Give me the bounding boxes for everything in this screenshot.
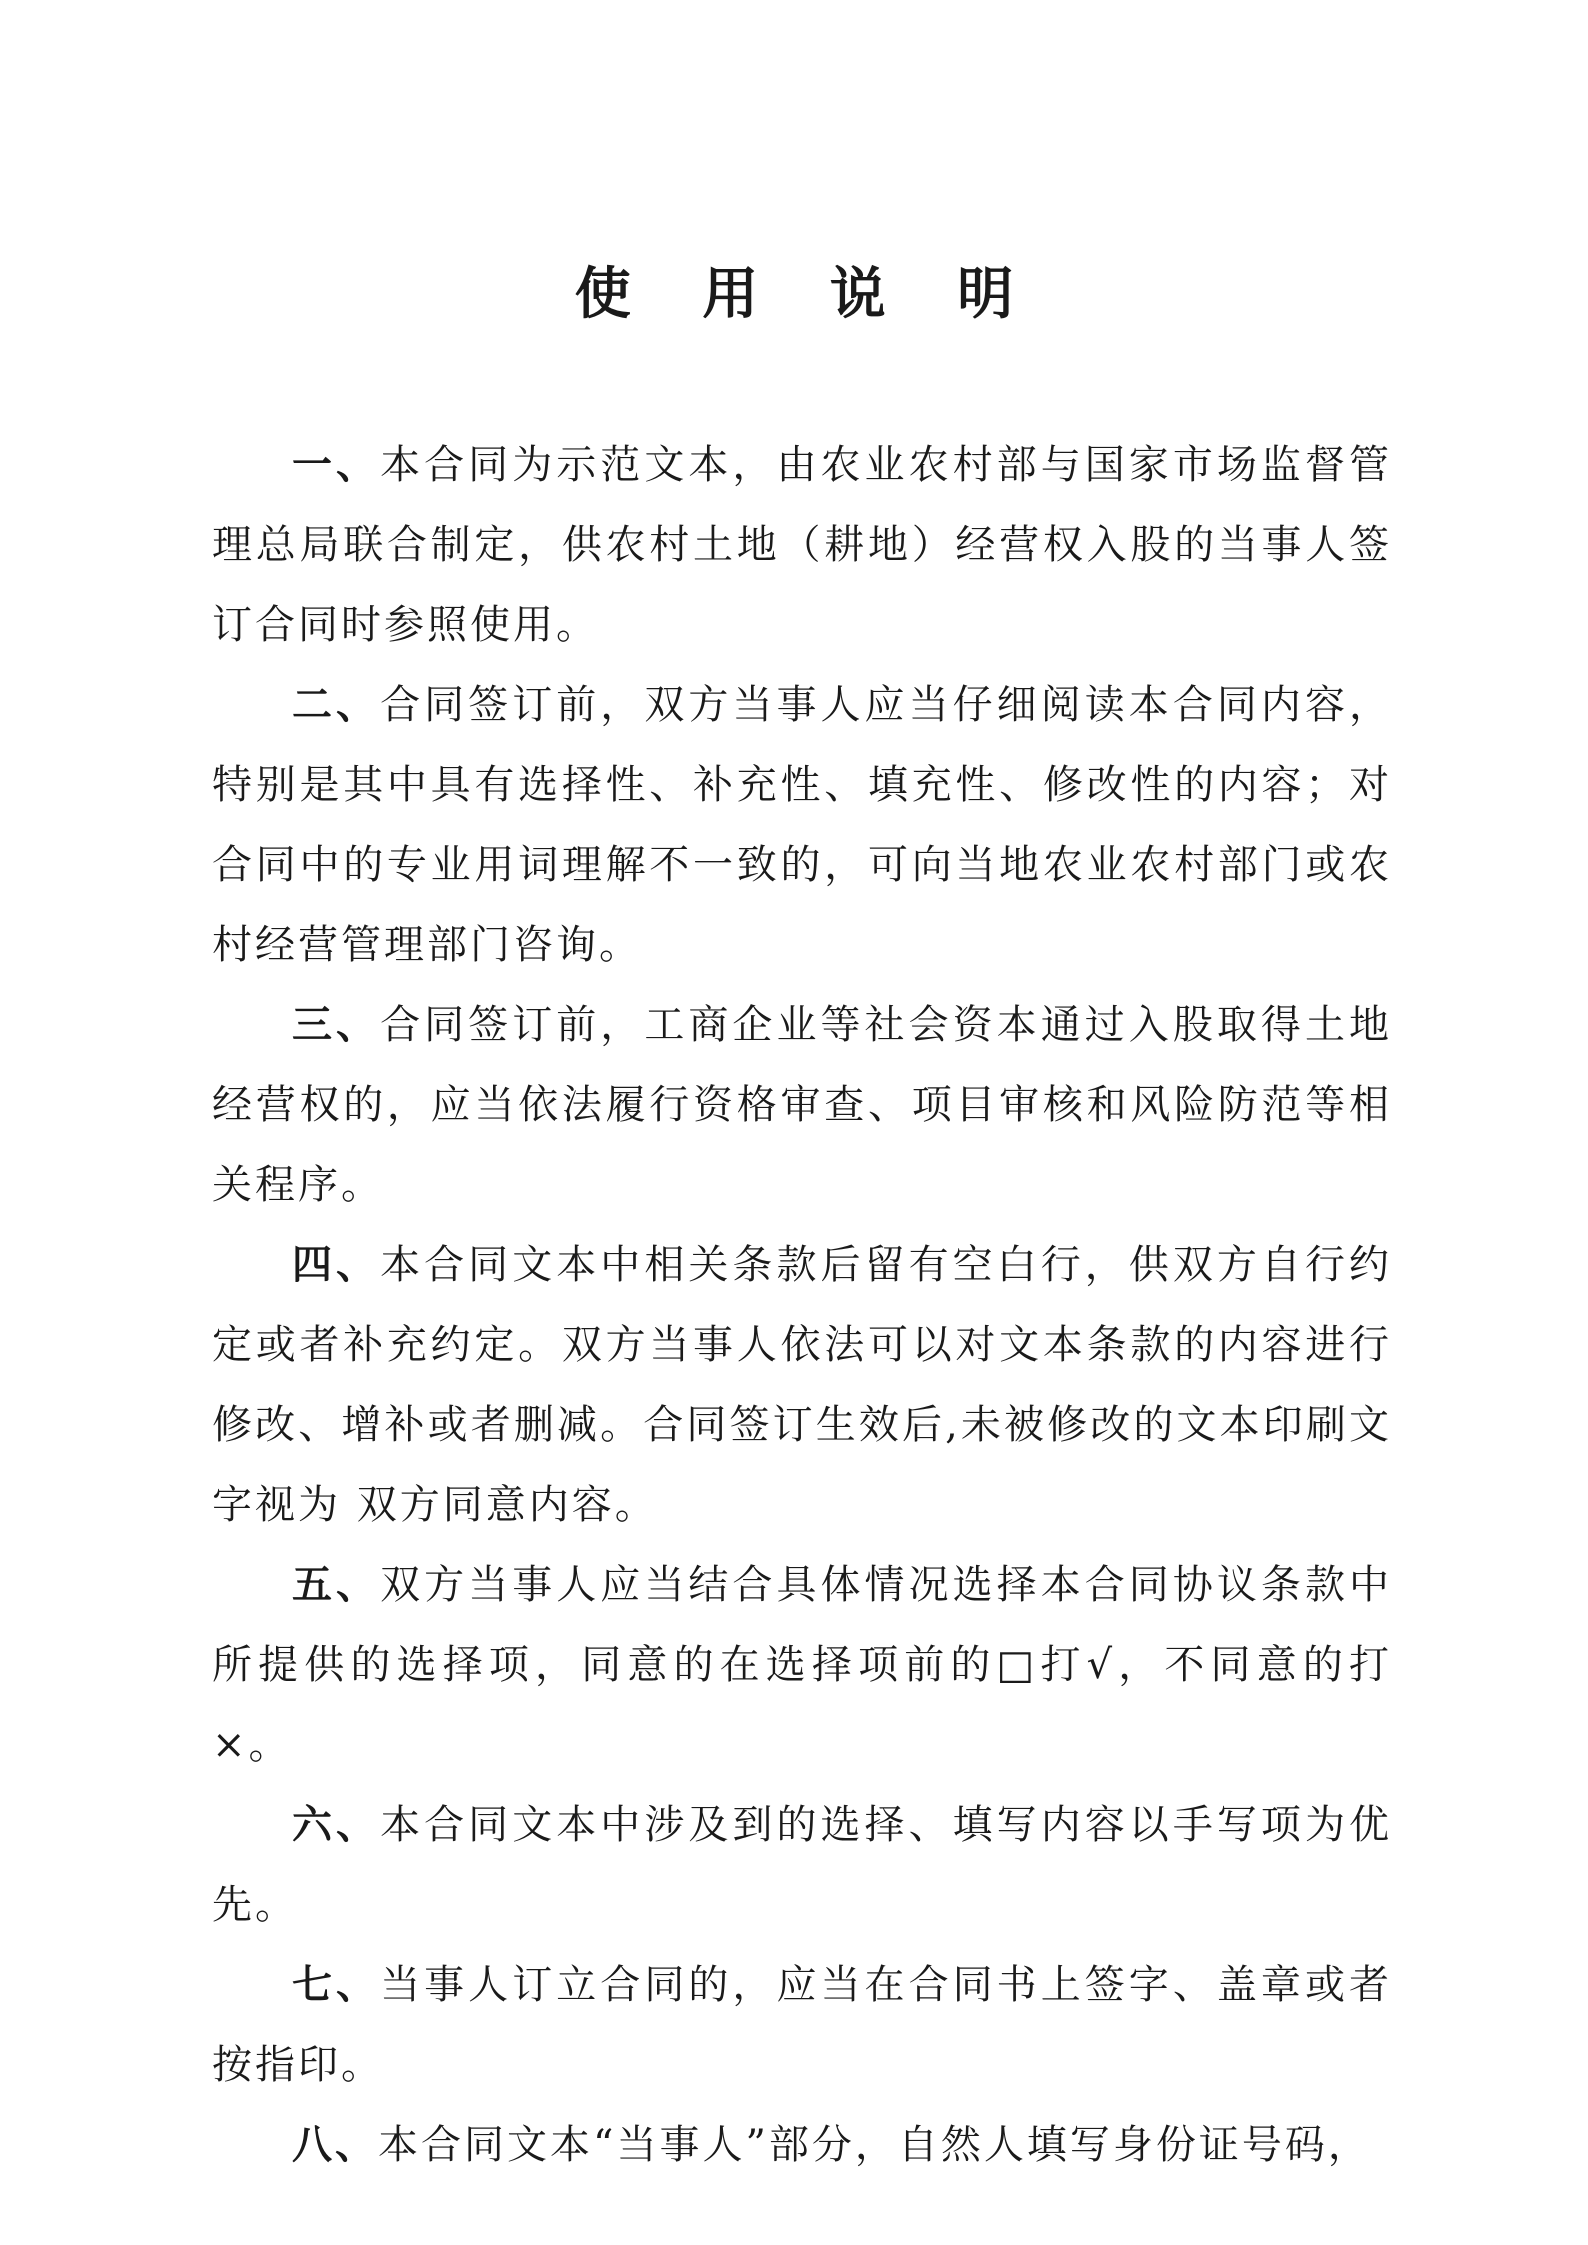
paragraph-text: 合同签订前，双方当事人应当仔细阅读本合同内容，特别是其中具有选择性、补充性、填充性、修改性的内容；对合同中的专业用词理解不一致的，可向当地农业农村部门或农村经营管理部门咨询。 <box>212 682 1393 968</box>
paragraph-number: 六、 <box>292 1802 381 1848</box>
paragraph-number: 七、 <box>292 1962 381 2008</box>
paragraph-1 <box>212 425 1392 665</box>
paragraph-number: 三、 <box>292 1002 381 1048</box>
paragraph-8 <box>212 2105 1392 2185</box>
paragraph-number: 二、 <box>292 682 381 728</box>
paragraph-text: 本合同文本中涉及到的选择、填写内容以手写项为优先。 <box>212 1802 1393 1928</box>
paragraph-text: 当事人订立合同的，应当在合同书上签字、盖章或者按指印。 <box>212 1962 1393 2088</box>
paragraph-5 <box>212 1545 1392 1785</box>
paragraph-number: 四、 <box>292 1242 381 1288</box>
paragraph-text: 本合同文本“当事人”部分，自然人填写身份证号码， <box>378 2122 1371 2168</box>
paragraph-text: 合同签订前，工商企业等社会资本通过入股取得土地经营权的，应当依法履行资格审查、项目审核和风险防范等相关程序。 <box>212 1002 1393 1208</box>
paragraph-4 <box>212 1225 1392 1545</box>
paragraph-text: 本合同为示范文本，由农业农村部与国家市场监督管理总局联合制定，供农村土地（耕地）经营权入股的当事人签订合同时参照使用。 <box>212 442 1393 648</box>
instructions-body <box>212 425 1392 2185</box>
paragraph-3 <box>212 985 1392 1225</box>
paragraph-text: 本合同文本中相关条款后留有空白行，供双方自行约定或者补充约定。双方当事人依法可以对文本条款的内容进行修改、增补或者删减。合同签订生效后,未被修改的文本印刷文字视为 双方同意内容。 <box>212 1242 1393 1528</box>
paragraph-text: 双方当事人应当结合具体情况选择本合同协议条款中所提供的选择项，同意的在选择项前的□打√，不同意的打×。 <box>212 1562 1393 1768</box>
paragraph-6 <box>212 1785 1392 1945</box>
page-title: 使 用 说 明 <box>574 262 1040 327</box>
paragraph-2 <box>212 665 1392 985</box>
paragraph-number: 一、 <box>292 442 381 488</box>
paragraph-number: 五、 <box>292 1562 381 1608</box>
paragraph-number: 八、 <box>292 2122 378 2168</box>
paragraph-7 <box>212 1945 1392 2105</box>
